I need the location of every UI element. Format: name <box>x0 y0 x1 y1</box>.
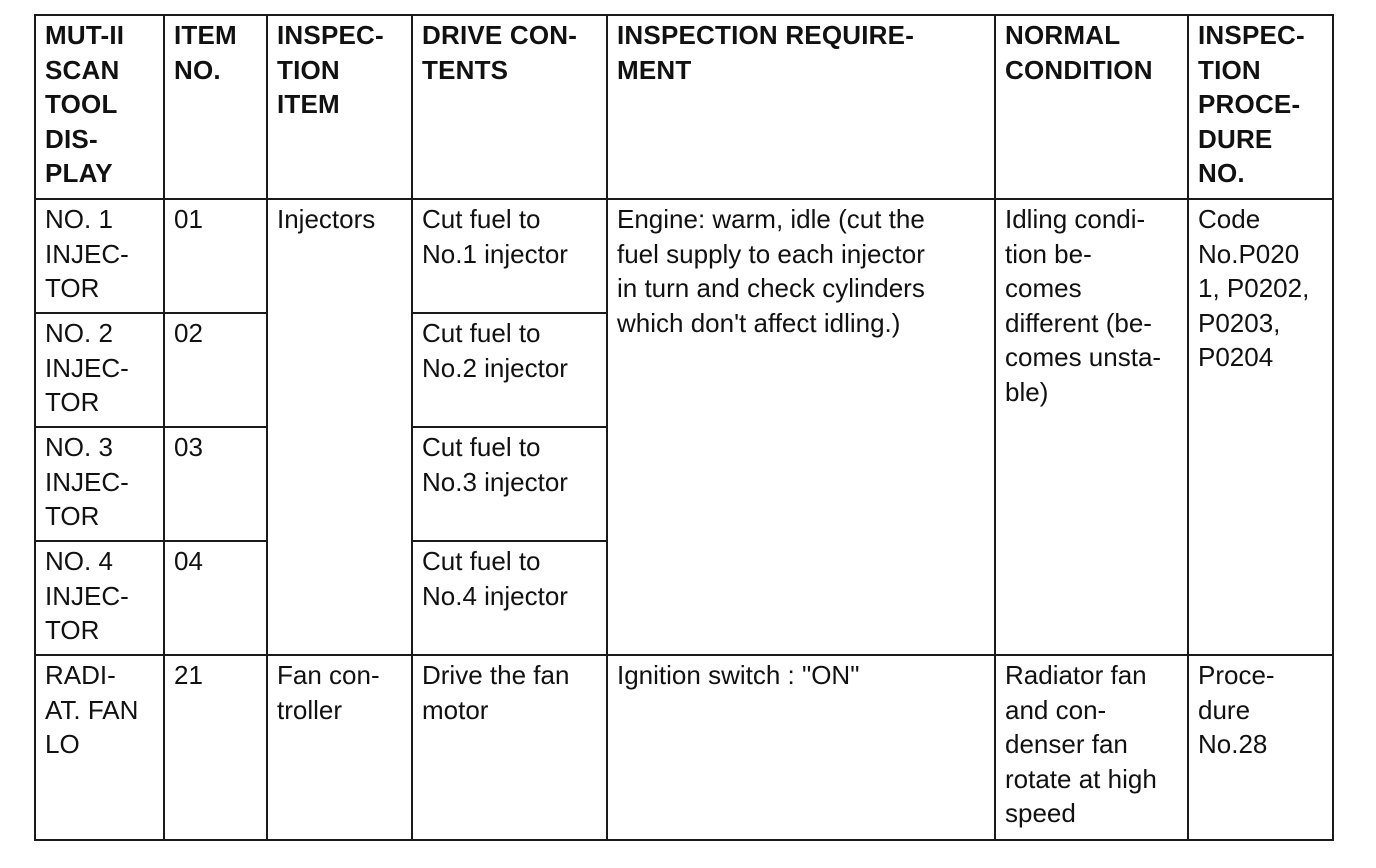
drive-contents-cell: Cut fuel to No.3 injector <box>412 427 607 541</box>
drive-contents-cell: Drive the fan motor <box>412 655 607 840</box>
inspection-requirement-cell: Engine: warm, idle (cut the fuel supply to each injector in turn and check cylinders which don't affect idling.) <box>607 199 995 655</box>
drive-contents-cell: Cut fuel to No.1 injector <box>412 199 607 313</box>
normal-condition-cell: Idling condi- tion be- comes different (be- comes unsta- ble) <box>995 199 1188 655</box>
table-row <box>35 199 1333 313</box>
table-row <box>35 655 1333 840</box>
header-item-no: ITEM NO. <box>164 15 267 199</box>
scan-tool-display-cell: NO. 3 INJEC- TOR <box>35 427 164 541</box>
header-inspection-requirement: INSPECTION REQUIRE- MENT <box>607 15 995 199</box>
inspection-item-cell: Fan con- troller <box>267 655 412 840</box>
header-inspection-item: INSPEC- TION ITEM <box>267 15 412 199</box>
normal-condition-cell: Radiator fan and con- denser fan rotate at high speed <box>995 655 1188 840</box>
inspection-requirement-cell: Ignition switch : "ON" <box>607 655 995 840</box>
header-drive-contents: DRIVE CON- TENTS <box>412 15 607 199</box>
item-no-cell: 03 <box>164 427 267 541</box>
inspection-table <box>34 14 1334 841</box>
item-no-cell: 04 <box>164 541 267 655</box>
drive-contents-cell: Cut fuel to No.4 injector <box>412 541 607 655</box>
header-scan-tool-display: MUT-II SCAN TOOL DIS- PLAY <box>35 15 164 199</box>
inspection-item-cell: Injectors <box>267 199 412 655</box>
scan-tool-display-cell: NO. 1 INJEC- TOR <box>35 199 164 313</box>
header-procedure-no: INSPEC- TION PROCE- DURE NO. <box>1188 15 1333 199</box>
scan-tool-display-cell: RADI- AT. FAN LO <box>35 655 164 840</box>
scan-tool-display-cell: NO. 2 INJEC- TOR <box>35 313 164 427</box>
scan-tool-display-cell: NO. 4 INJEC- TOR <box>35 541 164 655</box>
item-no-cell: 01 <box>164 199 267 313</box>
header-normal-condition: NORMAL CONDITION <box>995 15 1188 199</box>
drive-contents-cell: Cut fuel to No.2 injector <box>412 313 607 427</box>
item-no-cell: 21 <box>164 655 267 840</box>
procedure-no-cell: Proce- dure No.28 <box>1188 655 1333 840</box>
item-no-cell: 02 <box>164 313 267 427</box>
header-row <box>35 15 1333 199</box>
procedure-no-cell: Code No.P020 1, P0202, P0203, P0204 <box>1188 199 1333 655</box>
